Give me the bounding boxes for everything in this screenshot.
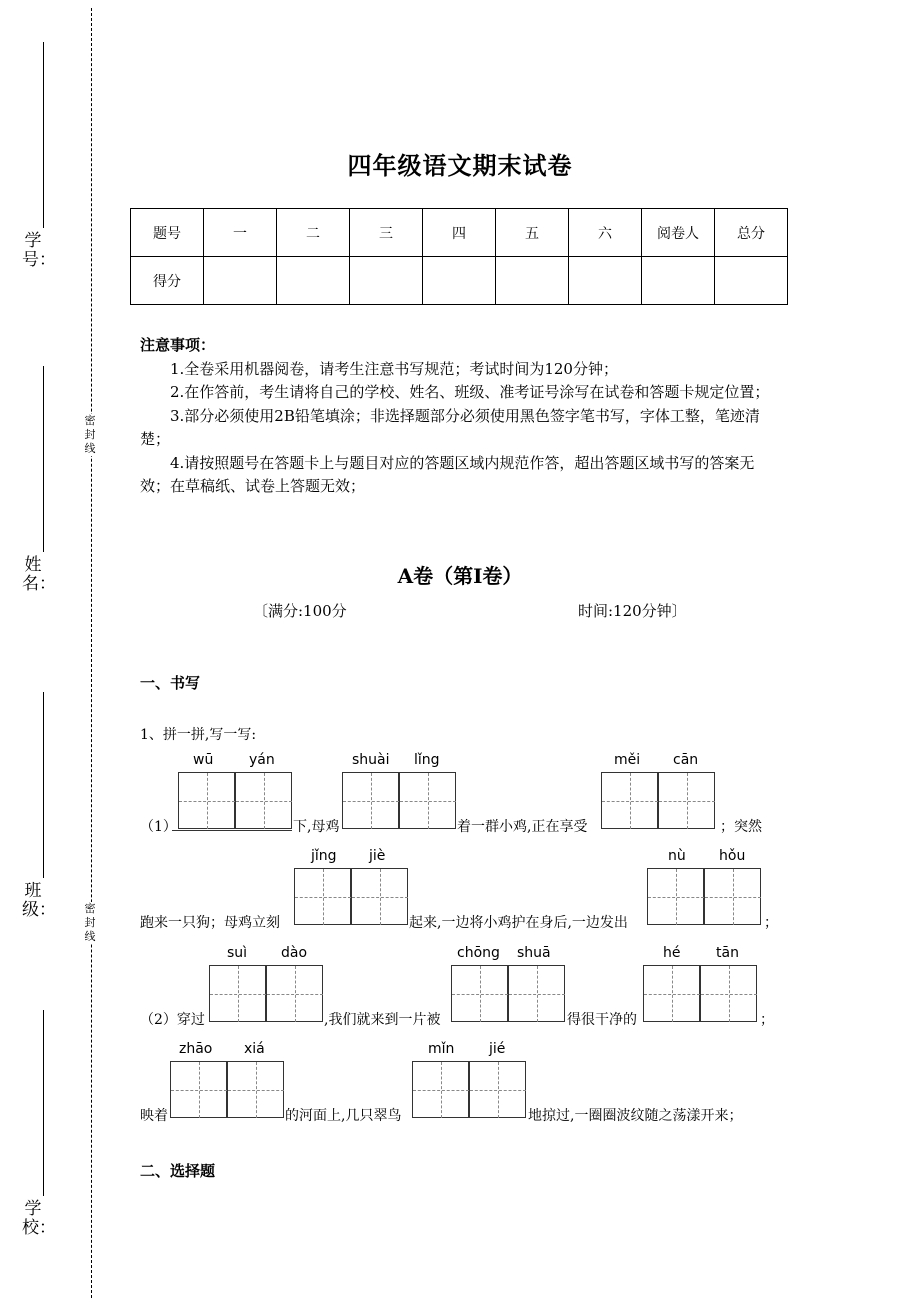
pinyin-jing: jǐng [311,848,337,864]
score-table-header-row [131,209,788,257]
writing-grid-cell[interactable] [209,965,266,1022]
line3-text-2: 得很干净的 [567,1012,637,1028]
section-writing-heading: 一、书写 [140,674,201,692]
seal-mark-top: 密封线 [82,414,98,456]
line2-text-1: 跑来一只狗；母鸡立刻 [140,915,280,931]
pinyin-tan: tān [716,945,739,961]
writing-grid-cell[interactable] [235,772,292,829]
name-label: 姓名： [22,555,56,594]
pinyin-xia: xiá [244,1041,265,1057]
pinyin-wu: wū [193,752,214,768]
writing-grid-cell[interactable] [508,965,565,1022]
line4-text-2: 的河面上,几只翠鸟 [285,1108,402,1124]
pinyin-jie: jiè [369,848,386,864]
writing-grid-cell[interactable] [451,965,508,1022]
section-choice-heading: 二、选择题 [140,1162,216,1180]
paper-title: A卷（第Ⅰ卷） [397,564,523,588]
pinyin-ling: lǐng [414,752,440,768]
score-cell[interactable] [496,257,569,305]
note-item: 4.请按照题号在答题卡上与题目对应的答题区域内规范作答，超出答题区域书写的答案无效；在草稿纸、试卷上答题无效； [140,453,755,495]
writing-grid-cell[interactable] [704,868,761,925]
pinyin-sui: suì [227,945,248,961]
table-header-cell: 总分 [715,209,788,257]
seal-mark-bottom: 密封线 [82,902,98,944]
pinyin-zhao: zhāo [179,1041,213,1057]
writing-grid-cell[interactable] [227,1061,284,1118]
writing-grid-cell[interactable] [658,772,715,829]
score-cell[interactable] [423,257,496,305]
score-table [130,208,788,305]
line2-text-3: ； [764,915,778,931]
writing-grid-cell[interactable] [643,965,700,1022]
class-blank[interactable] [43,692,44,878]
table-header-cell: 六 [569,209,642,257]
score-row-label: 得分 [131,257,204,305]
table-header-cell: 三 [350,209,423,257]
table-header-cell: 二 [277,209,350,257]
exam-title: 四年级语文期末试卷 [347,151,573,180]
pinyin-chong: chōng [457,945,500,961]
line4-text-1: 映着 [140,1108,168,1124]
note-item: 3.部分必须使用2B铅笔填涂；非选择题部分必须使用黑色签字笔书写，字体工整，笔迹清楚； [140,406,760,448]
pinyin-he: hé [663,945,681,961]
table-header-cell: 一 [204,209,277,257]
question-1-prompt: 1、拼一拼,写一写: [140,727,257,743]
score-cell[interactable] [204,257,277,305]
line3-text-1: ,我们就来到一片被 [324,1012,441,1028]
score-cell[interactable] [715,257,788,305]
writing-grid-cell[interactable] [700,965,757,1022]
writing-grid-cell[interactable] [399,772,456,829]
binding-dashed-line [91,8,92,1298]
writing-grid-cell[interactable] [266,965,323,1022]
table-header-cell: 五 [496,209,569,257]
line2-text-2: 起来,一边将小鸡护在身后,一边发出 [409,915,628,931]
school-label: 学校： [22,1199,56,1238]
answer-underline [172,830,292,831]
pinyin-dao: dào [281,945,308,961]
writing-grid-cell[interactable] [178,772,235,829]
pinyin-jie2: jié [489,1041,506,1057]
pinyin-hou: hǒu [719,848,746,864]
score-cell[interactable] [350,257,423,305]
line3-label: （2）穿过 [140,1012,205,1028]
class-label: 班级： [22,881,56,920]
writing-grid-cell[interactable] [294,868,351,925]
pinyin-can: cān [673,752,699,768]
line4-text-3: 地掠过,一圈圈波纹随之荡漾开来； [528,1108,743,1124]
writing-grid-cell[interactable] [170,1061,227,1118]
writing-grid-cell[interactable] [351,868,408,925]
full-score: 〔满分:100分 [253,602,347,620]
line1-label: （1） [140,819,177,835]
writing-grid-cell[interactable] [601,772,658,829]
score-table-score-row [131,257,788,305]
writing-grid-cell[interactable] [342,772,399,829]
line1-text-2: 着一群小鸡,正在享受 [457,819,588,835]
pinyin-yan: yán [249,752,275,768]
name-blank[interactable] [43,366,44,552]
student-id-blank[interactable] [43,42,44,228]
line1-text-1: 下,母鸡 [293,819,340,835]
student-id-label: 学号： [22,231,56,270]
line1-text-3: ；突然 [720,819,762,835]
note-item: 2.在作答前，考生请将自己的学校、姓名、班级、准考证号涂写在试卷和答题卡规定位置； [170,383,770,401]
table-header-cell: 四 [423,209,496,257]
pinyin-shuai: shuài [352,752,390,768]
writing-grid-cell[interactable] [469,1061,526,1118]
note-item: 1.全卷采用机器阅卷，请考生注意书写规范；考试时间为120分钟； [170,359,618,378]
table-header-cell: 阅卷人 [642,209,715,257]
pinyin-shua: shuā [517,945,551,961]
pinyin-min: mǐn [428,1041,455,1057]
pinyin-nu: nù [668,848,686,864]
notes-heading: 注意事项： [140,336,216,354]
score-cell[interactable] [277,257,350,305]
writing-grid-cell[interactable] [412,1061,469,1118]
line3-text-3: ； [760,1012,774,1028]
exam-time: 时间:120分钟〕 [578,602,687,620]
score-cell[interactable] [642,257,715,305]
school-blank[interactable] [43,1010,44,1196]
writing-grid-cell[interactable] [647,868,704,925]
score-cell[interactable] [569,257,642,305]
table-header-cell: 题号 [131,209,204,257]
notes-block [140,334,782,499]
pinyin-mei: měi [614,752,641,768]
